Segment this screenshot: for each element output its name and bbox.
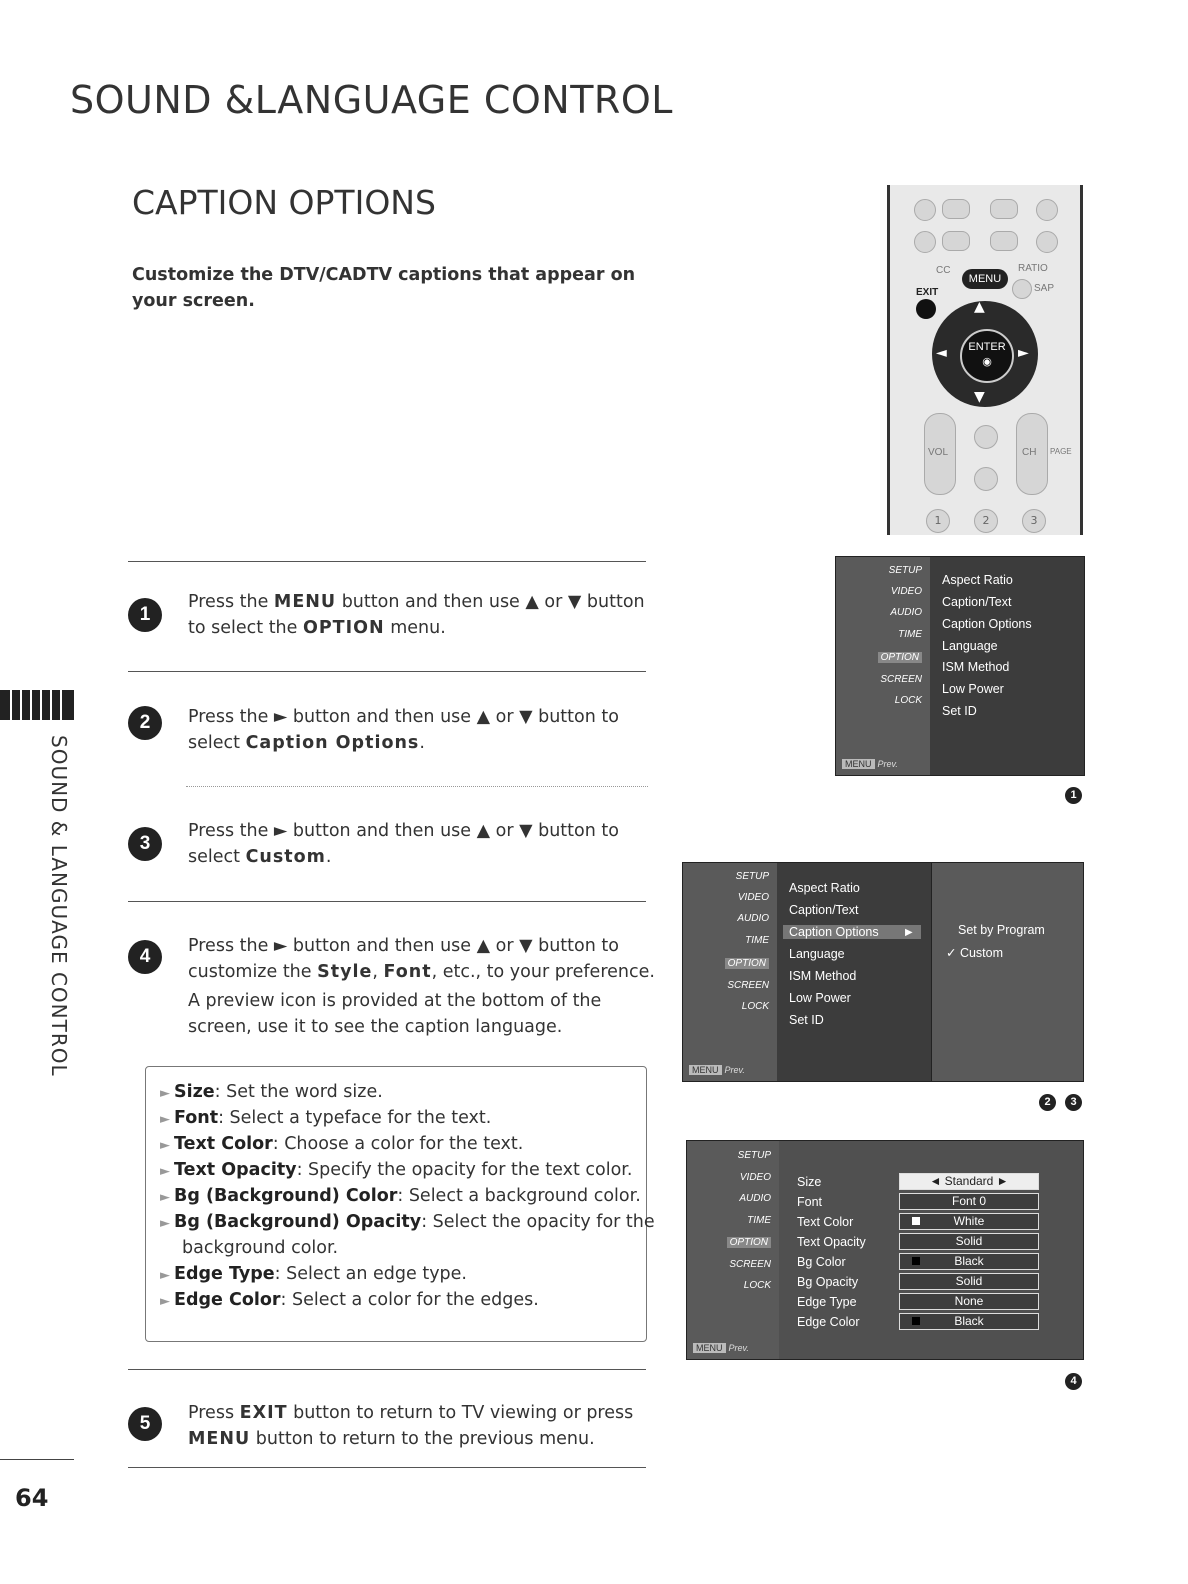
divider <box>128 901 646 902</box>
remote-oval-button <box>942 231 970 251</box>
osd-custom-settings-menu <box>686 1140 1084 1360</box>
ch-label: CH <box>1022 447 1037 458</box>
step-4-note: A preview icon is provided at the bottom of the screen, use it to see the caption language. <box>188 991 602 1037</box>
divider <box>128 1369 646 1370</box>
figure-4-label: 4 <box>1065 1373 1082 1390</box>
osd-setting-font-label: Font <box>797 1195 823 1209</box>
osd-value-edge-type: None <box>899 1293 1039 1310</box>
side-tab-marker <box>0 690 74 720</box>
osd-setting-size-label: Size <box>797 1175 822 1189</box>
side-section-label: SOUND & LANGUAGE CONTROL <box>47 735 71 1077</box>
osd-setting-text-color-label: Text Color <box>797 1215 854 1229</box>
osd-sub-custom: ✓ Custom <box>946 946 1004 960</box>
submenu-arrow-icon: ► <box>902 925 915 939</box>
osd-prev-hint: MENU Prev. <box>693 1343 749 1353</box>
remote-oval-button <box>990 199 1018 219</box>
number-2-button: 2 <box>974 509 998 533</box>
up-arrow-icon: ▲ <box>974 299 985 315</box>
osd-cat-lock: LOCK <box>741 1001 769 1012</box>
osd-cat-lock: LOCK <box>743 1280 771 1291</box>
remote-circle-button <box>1036 199 1058 221</box>
step-1-number: 1 <box>128 598 162 632</box>
step-5-number: 5 <box>128 1407 162 1441</box>
osd-prev-hint: MENU Prev. <box>842 759 898 769</box>
option-text-color: ► Text Color: Choose a color for the text. <box>160 1134 524 1154</box>
figure-2-label: 2 <box>1039 1094 1056 1111</box>
remote-oval-button <box>990 231 1018 251</box>
osd-cat-video: VIDEO <box>739 1172 771 1183</box>
osd-item-caption-text: Caption/Text <box>942 595 1012 609</box>
osd-sub-set-by-program: Set by Program <box>958 923 1045 937</box>
osd-cat-audio: AUDIO <box>890 607 922 618</box>
option-font: ► Font: Select a typeface for the text. <box>160 1108 492 1128</box>
osd-caption-options-menu <box>682 862 1084 1082</box>
osd-value-text-opacity: Solid <box>899 1233 1039 1250</box>
option-bg-opacity-cont: background color. <box>182 1238 339 1258</box>
left-arrow-icon: ◄ <box>936 345 947 361</box>
osd-item-caption-options-selected: Caption Options ► <box>783 925 921 939</box>
remote-circle-button <box>914 231 936 253</box>
osd-cat-screen: SCREEN <box>880 674 922 685</box>
page-label: PAGE <box>1050 447 1072 456</box>
osd-value-bg-opacity: Solid <box>899 1273 1039 1290</box>
remote-circle-button <box>1036 231 1058 253</box>
divider <box>186 786 648 787</box>
down-arrow-icon: ▼ <box>974 389 985 405</box>
osd-item-aspect-ratio: Aspect Ratio <box>942 573 1013 587</box>
osd-category-column <box>683 863 777 1081</box>
black-swatch <box>912 1257 920 1265</box>
osd-item-low-power: Low Power <box>942 682 1004 696</box>
remote-oval-button <box>942 199 970 219</box>
osd-cat-time: TIME <box>898 629 922 640</box>
osd-category-column <box>836 557 930 775</box>
osd-item-language: Language <box>942 639 998 653</box>
osd-item-aspect-ratio: Aspect Ratio <box>789 881 860 895</box>
step-4-number: 4 <box>128 940 162 974</box>
divider <box>128 561 646 562</box>
osd-value-text-color: White <box>899 1213 1039 1230</box>
number-3-button: 3 <box>1022 509 1046 533</box>
osd-option-menu <box>835 556 1085 776</box>
step-3-number: 3 <box>128 827 162 861</box>
option-edge-color: ► Edge Color: Select a color for the edges. <box>160 1290 539 1310</box>
osd-item-set-id: Set ID <box>942 704 977 718</box>
menu-button: MENU <box>962 269 1008 289</box>
option-text-opacity: ► Text Opacity: Specify the opacity for the text color. <box>160 1160 633 1180</box>
exit-label: EXIT <box>916 287 939 298</box>
osd-setting-edge-type-label: Edge Type <box>797 1295 857 1309</box>
figure-3-label: 3 <box>1065 1094 1082 1111</box>
osd-item-panel <box>930 557 1084 775</box>
divider <box>128 671 646 672</box>
black-swatch <box>912 1317 920 1325</box>
remote-circle-button <box>914 199 936 221</box>
step-4-text: Press the ► button and then use ▲ or ▼ button to customize the Style, Font, etc., to your preference. <box>188 936 655 982</box>
osd-item-set-id: Set ID <box>789 1013 824 1027</box>
right-arrow-icon: ► <box>1018 345 1029 361</box>
osd-category-column <box>687 1141 779 1359</box>
osd-cat-setup: SETUP <box>888 565 922 576</box>
page-title: SOUND &LANGUAGE CONTROL <box>70 78 673 122</box>
osd-value-font: Font 0 <box>899 1193 1039 1210</box>
osd-cat-video: VIDEO <box>737 892 769 903</box>
osd-item-language: Language <box>789 947 845 961</box>
option-bg-color: ► Bg (Background) Color: Select a background color. <box>160 1186 641 1206</box>
osd-cat-option: OPTION <box>725 958 769 969</box>
page-number-rule <box>0 1459 74 1460</box>
figure-1-label: 1 <box>1065 787 1082 804</box>
osd-cat-lock: LOCK <box>894 695 922 706</box>
osd-cat-time: TIME <box>745 935 769 946</box>
osd-cat-screen: SCREEN <box>727 980 769 991</box>
osd-value-bg-color: Black <box>899 1253 1039 1270</box>
option-size: ► Size: Set the word size. <box>160 1082 383 1102</box>
osd-item-panel <box>777 863 931 1081</box>
osd-value-size: ◄ Standard ► <box>899 1173 1039 1190</box>
osd-setting-edge-color-label: Edge Color <box>797 1315 860 1329</box>
ratio-label: RATIO <box>1018 263 1048 274</box>
enter-label: ENTER <box>968 341 1006 353</box>
page-number: 64 <box>15 1484 49 1512</box>
option-bg-opacity: ► Bg (Background) Opacity: Select the opacity for the <box>160 1212 655 1232</box>
white-swatch <box>912 1217 920 1225</box>
osd-cat-screen: SCREEN <box>729 1259 771 1270</box>
divider <box>128 1467 646 1468</box>
osd-submenu-panel <box>931 863 1084 1081</box>
step-3-text: Press the ► button and then use ▲ or ▼ button to select Custom. <box>188 821 619 867</box>
osd-cat-setup: SETUP <box>735 871 769 882</box>
section-title: CAPTION OPTIONS <box>132 183 436 222</box>
osd-cat-video: VIDEO <box>890 586 922 597</box>
exit-button <box>916 299 936 319</box>
osd-cat-time: TIME <box>747 1215 771 1226</box>
osd-cat-audio: AUDIO <box>739 1193 771 1204</box>
enter-dot-icon: ◉ <box>982 355 992 368</box>
step-2-text: Press the ► button and then use ▲ or ▼ button to select Caption Options. <box>188 707 619 753</box>
osd-cat-setup: SETUP <box>737 1150 771 1161</box>
option-edge-type: ► Edge Type: Select an edge type. <box>160 1264 467 1284</box>
osd-setting-text-opacity-label: Text Opacity <box>797 1235 866 1249</box>
step-5-text: Press EXIT button to return to TV viewing or press MENU button to return to the previous menu. <box>188 1403 634 1449</box>
cc-label: CC <box>936 265 951 276</box>
remote-circle-button <box>1012 279 1032 299</box>
osd-setting-bg-color-label: Bg Color <box>797 1255 846 1269</box>
osd-cat-option: OPTION <box>878 652 922 663</box>
osd-item-ism-method: ISM Method <box>942 660 1010 674</box>
osd-item-low-power: Low Power <box>789 991 851 1005</box>
osd-item-caption-options: Caption Options <box>942 617 1032 631</box>
intro-text: Customize the DTV/CADTV captions that appear on your screen. <box>132 265 636 311</box>
remote-control-illustration <box>887 185 1083 535</box>
number-1-button: 1 <box>926 509 950 533</box>
step-2-number: 2 <box>128 706 162 740</box>
sap-label: SAP <box>1034 283 1055 294</box>
osd-cat-option: OPTION <box>727 1237 771 1248</box>
osd-item-caption-text: Caption/Text <box>789 903 859 917</box>
osd-prev-hint: MENU Prev. <box>689 1065 745 1075</box>
osd-value-edge-color: Black <box>899 1313 1039 1330</box>
osd-setting-bg-opacity-label: Bg Opacity <box>797 1275 859 1289</box>
remote-circle-button <box>974 425 998 449</box>
vol-label: VOL <box>928 447 949 458</box>
remote-circle-button <box>974 467 998 491</box>
step-1-text: Press the MENU button and then use ▲ or ▼ button to select the OPTION menu. <box>188 592 645 638</box>
osd-item-ism-method: ISM Method <box>789 969 857 983</box>
osd-cat-audio: AUDIO <box>737 913 769 924</box>
